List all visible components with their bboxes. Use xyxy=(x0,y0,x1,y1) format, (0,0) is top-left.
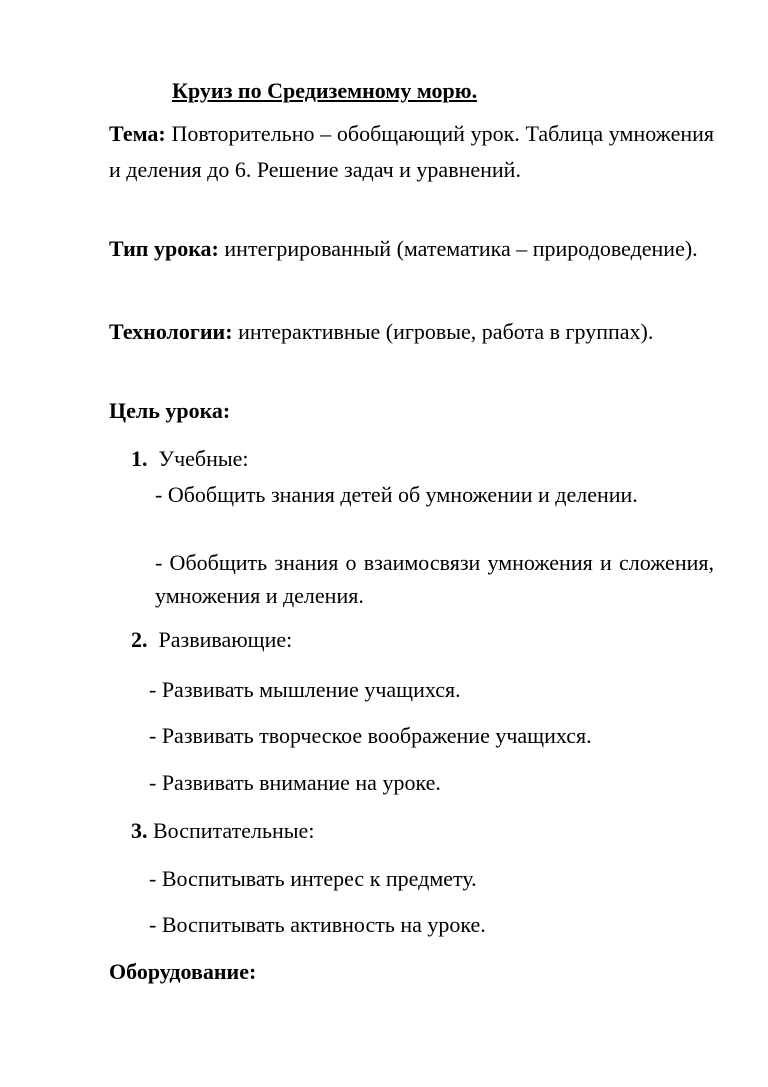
goal-item-3 xyxy=(131,818,314,844)
topic-label: Тема: xyxy=(109,121,166,146)
document-title: Круиз по Средиземному морю. xyxy=(172,78,478,103)
goal-label: Развивающие: xyxy=(158,627,293,652)
goal-point: - Обобщить знания о взаимосвязи умножения и сложения, умножения и деления. xyxy=(155,550,714,608)
lesson-type-text: интегрированный (математика – природоведение). xyxy=(224,236,698,261)
goal-point: - Развивать внимание на уроке. xyxy=(149,770,441,795)
goal-point: - Воспитывать активность на уроке. xyxy=(149,912,486,937)
goal-point: - Воспитывать интерес к предмету. xyxy=(149,866,477,891)
lesson-type-label: Тип урока: xyxy=(109,236,219,261)
goal-heading: Цель урока: xyxy=(109,398,231,423)
lesson-type-paragraph xyxy=(109,231,714,267)
goal-point: - Развивать творческое воображение учащихся. xyxy=(149,723,592,748)
equipment-heading: Оборудование: xyxy=(109,959,257,984)
technologies-label: Технологии: xyxy=(109,319,233,344)
topic-paragraph xyxy=(109,116,714,188)
technologies-paragraph xyxy=(109,314,714,350)
goal-item-2 xyxy=(131,627,292,653)
goal-number: 1. xyxy=(131,446,148,471)
goal-label: Воспитательные: xyxy=(153,818,315,843)
goal-item-1 xyxy=(131,446,249,472)
goal-point: - Развивать мышление учащихся. xyxy=(149,677,461,702)
goal-number: 2. xyxy=(131,627,148,652)
technologies-text: интерактивные (игровые, работа в группах). xyxy=(238,319,654,344)
goal-point: - Обобщить знания детей об умножении и делении. xyxy=(155,482,638,507)
goal-label: Учебные: xyxy=(158,446,249,471)
goal-number: 3. xyxy=(131,818,148,843)
topic-text: Повторительно – обобщающий урок. Таблица умножения и деления до 6. Решение задач и уравнений. xyxy=(109,121,715,182)
